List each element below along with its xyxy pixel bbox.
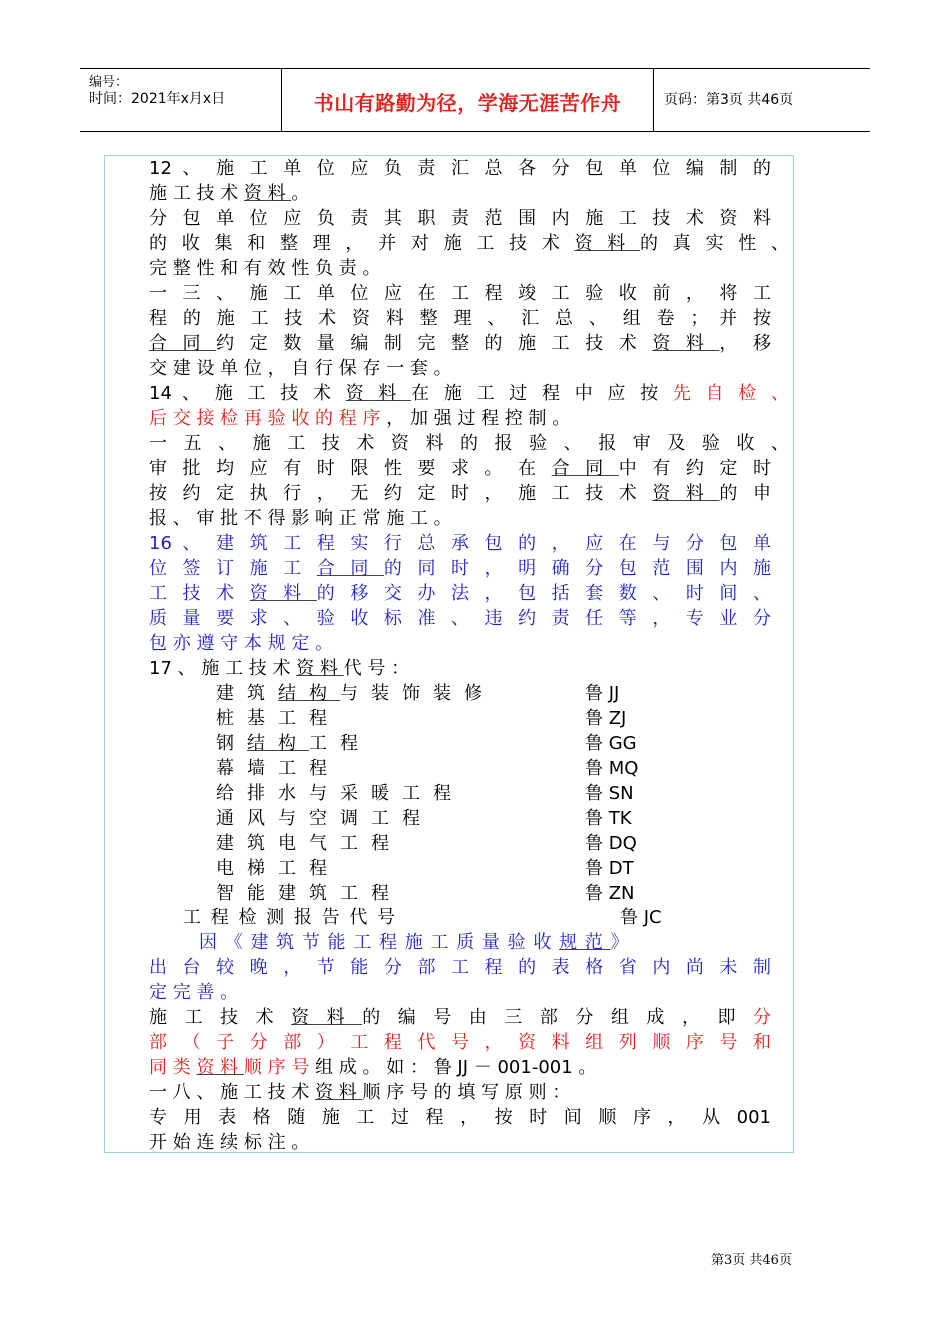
code-item-value: 鲁 SN xyxy=(585,783,634,804)
code-item-label: 通风与空调工程 xyxy=(216,808,433,829)
code-item-value: 鲁 ZN xyxy=(585,883,635,904)
text-line: 一 五 、 施 工 技 术 资 料 的 报 验 、 报 审 及 验 收 、 xyxy=(149,433,789,454)
page-header xyxy=(80,68,870,132)
text-line: 因 《 建 筑 节 能 工 程 施 工 质 量 验 收 规 范 》 xyxy=(199,932,630,953)
text-line: 一 三 、 施 工 单 位 应 在 工 程 竣 工 验 收 前 ， 将 工 xyxy=(149,283,771,304)
text-line: 一 八 、 施 工 技 术 资 料 顺 序 号 的 填 写 原 则 ： xyxy=(149,1082,571,1103)
text-line: 审 批 均 应 有 时 限 性 要 求 。 在 合 同 中 有 约 定 时 xyxy=(149,458,771,479)
code-item-value: 鲁 JJ xyxy=(585,683,620,704)
report-code-value: 鲁 JC xyxy=(620,907,662,928)
time-label: 时间：2021年x月x日 xyxy=(89,91,226,107)
header-motto: 书山有路勤为径，学海无涯苦作舟 xyxy=(313,91,622,115)
text-line: 分 包 单 位 应 负 责 其 职 责 范 围 内 施 工 技 术 资 料 xyxy=(149,208,771,229)
text-line: 施 工 技 术 资 料 。 xyxy=(149,183,310,204)
text-line: 定 完 善 。 xyxy=(149,982,239,1003)
code-item-value: 鲁 ZJ xyxy=(585,708,627,729)
text-line: 12 、 施 工 单 位 应 负 责 汇 总 各 分 包 单 位 编 制 的 xyxy=(149,158,771,179)
report-code-label: 工 程 检 测 报 告 代 号 xyxy=(183,907,398,928)
text-line: 专 用 表 格 随 施 工 过 程 ， 按 时 间 顺 序 ， 从 001 xyxy=(149,1107,771,1128)
text-line: 工 技 术 资 料 的 移 交 办 法 ， 包 括 套 数 、 时 间 、 xyxy=(149,583,771,604)
code-item-value: 鲁 MQ xyxy=(585,758,639,779)
header-divider xyxy=(653,69,654,131)
code-item-label: 钢结构工程 xyxy=(216,733,371,754)
code-item-label: 给排水与采暖工程 xyxy=(216,783,464,804)
code-item-label: 桩基工程 xyxy=(216,708,340,729)
text-line: 部 （ 子 分 部 ） 工 程 代 号 ， 资 料 组 列 顺 序 号 和 xyxy=(149,1032,771,1053)
code-item-value: 鲁 DT xyxy=(585,858,634,879)
code-item-value: 鲁 GG xyxy=(585,733,637,754)
text-line: 质 量 要 求 、 验 收 标 准 、 违 约 责 任 等 ， 专 业 分 xyxy=(149,608,771,629)
header-page-label: 页码：第3页 共46页 xyxy=(664,92,794,108)
text-line: 程 的 施 工 技 术 资 料 整 理 、 汇 总 、 组 卷 ； 并 按 xyxy=(149,308,771,329)
text-line: 合 同 约 定 数 量 编 制 完 整 的 施 工 技 术 资 料 ， 移 xyxy=(149,333,771,354)
code-item-value: 鲁 DQ xyxy=(585,833,637,854)
text-line: 14 、 施 工 技 术 资 料 在 施 工 过 程 中 应 按 先 自 检 、 xyxy=(149,383,790,404)
code-item-label: 建筑结构与装饰装修 xyxy=(216,683,495,704)
code-item-label: 电梯工程 xyxy=(216,858,340,879)
code-item-label: 智能建筑工程 xyxy=(216,883,402,904)
text-line: 按 约 定 执 行 ， 无 约 定 时 ， 施 工 技 术 资 料 的 申 xyxy=(149,483,771,504)
text-line: 报 、 审 批 不 得 影 响 正 常 施 工 。 xyxy=(149,508,452,529)
footer-page-number: 第3页 共46页 xyxy=(711,1253,792,1268)
text-line: 完 整 性 和 有 效 性 负 责 。 xyxy=(149,258,381,279)
text-line: 的 收 集 和 整 理 ， 并 对 施 工 技 术 资 料 的 真 实 性 、 xyxy=(149,233,789,254)
text-line: 出 台 较 晚 ， 节 能 分 部 工 程 的 表 格 省 内 尚 未 制 xyxy=(149,957,771,978)
number-label: 编号： xyxy=(89,75,129,90)
text-line: 交 建 设 单 位 ， 自 行 保 存 一 套 。 xyxy=(149,358,452,379)
text-line: 施 工 技 术 资 料 的 编 号 由 三 部 分 组 成 ， 即 分 xyxy=(149,1007,772,1028)
text-line: 16 、 建 筑 工 程 实 行 总 承 包 的 ， 应 在 与 分 包 单 xyxy=(149,533,771,554)
text-line: 同 类 资 料 顺 序 号 组 成 。 如 ： 鲁 JJ － 001-001 。 xyxy=(149,1057,597,1078)
code-item-label: 建筑电气工程 xyxy=(216,833,402,854)
text-line: 后 交 接 检 再 验 收 的 程 序 ， 加 强 过 程 控 制 。 xyxy=(149,408,571,429)
text-line: 开 始 连 续 标 注 。 xyxy=(149,1132,310,1153)
text-line: 位 签 订 施 工 合 同 的 同 时 ， 明 确 分 包 范 围 内 施 xyxy=(149,558,772,579)
code-item-label: 幕墙工程 xyxy=(216,758,340,779)
text-line: 17 、 施 工 技 术 资 料 代 号 ： xyxy=(149,658,410,679)
code-item-value: 鲁 TK xyxy=(585,808,632,829)
header-info-cell xyxy=(80,69,280,131)
text-line: 包 亦 遵 守 本 规 定 。 xyxy=(149,633,334,654)
